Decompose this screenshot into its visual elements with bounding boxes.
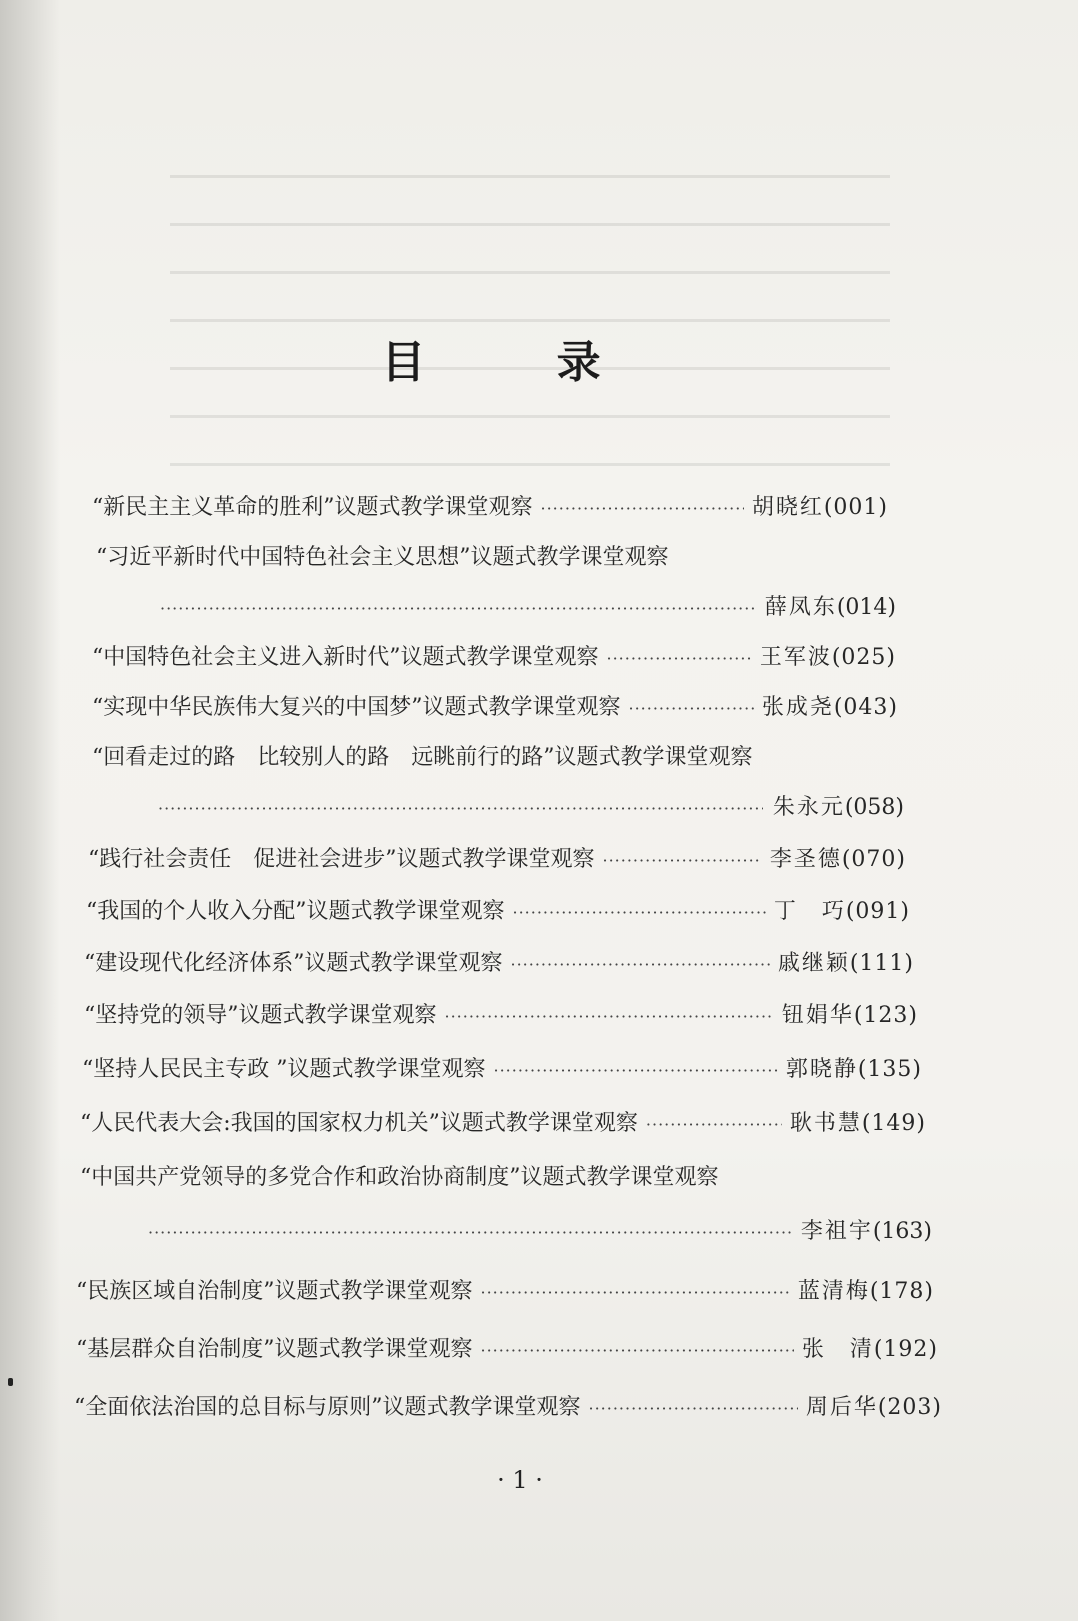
- toc-entry-title: “中国特色社会主义进入新时代”议题式教学课堂观察: [92, 645, 599, 670]
- toc-entry-title: “人民代表大会:我国的国家权力机关”议题式教学课堂观察: [80, 1111, 638, 1136]
- toc-entry-author: 耿书慧: [789, 1111, 862, 1136]
- toc-entry-author: 张 清: [801, 1337, 874, 1362]
- toc-entry: [96, 544, 896, 572]
- toc-entry-title: “中国共产党领导的多党合作和政治协商制度”议题式教学课堂观察: [80, 1165, 719, 1190]
- toc-entry-page: (070): [841, 847, 906, 872]
- toc-entry-title: “实现中华民族伟大复兴的中国梦”议题式教学课堂观察: [92, 695, 621, 720]
- toc-entry: [86, 898, 910, 927]
- toc-entry-page: (111): [849, 951, 914, 976]
- toc-entry: [88, 846, 906, 875]
- toc-entry-author: 丁 巧: [773, 899, 846, 924]
- toc-entry-title: “全面依法治国的总目标与原则”议题式教学课堂观察: [74, 1395, 581, 1420]
- toc-entry: [84, 950, 914, 979]
- toc-entry-page: (192): [873, 1337, 938, 1362]
- toc-entry-page: (163): [872, 1219, 932, 1244]
- toc-entry-page: (025): [831, 645, 896, 670]
- leader-dots: [541, 495, 744, 523]
- toc-entry-page: (014): [836, 595, 896, 620]
- toc-entry-author: 钮娟华: [781, 1003, 854, 1028]
- toc-entry-page: (058): [844, 795, 904, 820]
- toc-entry: [92, 644, 896, 673]
- toc-entry-author: 张成尧: [761, 695, 834, 720]
- toc-entry-title: “我国的个人收入分配”议题式教学课堂观察: [86, 899, 505, 924]
- toc-entry: [80, 1110, 926, 1139]
- toc-entry-author: 戚继颖: [777, 951, 850, 976]
- toc-entry: [92, 744, 902, 772]
- toc-entry-title: “践行社会责任 促进社会进步”议题式教学课堂观察: [88, 847, 595, 872]
- toc-entry-author: 胡晓红: [751, 495, 824, 520]
- leader-dots: [511, 951, 770, 979]
- toc-entry: [92, 494, 888, 523]
- page-title: 目 录: [381, 337, 659, 388]
- toc-entry-author: 蓝清梅: [797, 1279, 870, 1304]
- toc-entry: [76, 1336, 938, 1365]
- toc-entry-continuation: [158, 794, 904, 823]
- toc-entry: [80, 1164, 926, 1192]
- toc-entry: [84, 1002, 918, 1031]
- toc-entry-title: “基层群众自治制度”议题式教学课堂观察: [76, 1337, 473, 1362]
- leader-dots: [629, 695, 754, 723]
- leader-dots: [481, 1279, 790, 1307]
- leader-dots: [603, 847, 762, 875]
- leader-dots: [494, 1057, 778, 1085]
- toc-entry-page: (091): [845, 899, 910, 924]
- toc-entry-page: (203): [877, 1395, 942, 1420]
- leader-dots: [607, 645, 752, 673]
- toc-entry-author: 朱永元: [772, 795, 845, 820]
- toc-entry-continuation: [148, 1218, 932, 1247]
- leader-dots: [158, 795, 763, 823]
- toc-entry-title: “坚持党的领导”议题式教学课堂观察: [84, 1003, 437, 1028]
- toc-entry-page: (123): [853, 1003, 918, 1028]
- toc-entry: [82, 1056, 922, 1085]
- toc-entry-page: (135): [857, 1057, 922, 1082]
- leader-dots: [445, 1003, 774, 1031]
- leader-dots: [646, 1111, 782, 1139]
- leader-dots: [148, 1219, 791, 1247]
- toc-entry-author: 郭晓静: [785, 1057, 858, 1082]
- toc-entry: [76, 1278, 934, 1307]
- toc-entry: [74, 1394, 942, 1423]
- toc-entry-author: 周后华: [805, 1395, 878, 1420]
- leader-dots: [589, 1395, 798, 1423]
- toc-entry-page: (043): [833, 695, 898, 720]
- toc-entry-title: “建设现代化经济体系”议题式教学课堂观察: [84, 951, 503, 976]
- toc-entry-page: (178): [869, 1279, 934, 1304]
- toc-entry-page: (149): [861, 1111, 926, 1136]
- leader-dots: [160, 595, 755, 623]
- leader-dots: [513, 899, 766, 927]
- toc-entry: [92, 694, 898, 723]
- toc-entry-title: “民族区域自治制度”议题式教学课堂观察: [76, 1279, 473, 1304]
- toc-entry-author: 李祖宇: [800, 1219, 873, 1244]
- toc-entry-author: 李圣德: [769, 847, 842, 872]
- page-number: · 1 ·: [497, 1466, 543, 1494]
- toc-entry-author: 王军波: [759, 645, 832, 670]
- toc-entry-author: 薛凤东: [764, 595, 837, 620]
- toc-entry-title: “坚持人民民主专政 ”议题式教学课堂观察: [82, 1057, 486, 1082]
- toc-entry-title: “习近平新时代中国特色社会主义思想”议题式教学课堂观察: [96, 545, 669, 570]
- leader-dots: [481, 1337, 794, 1365]
- toc-entry-title: “新民主主义革命的胜利”议题式教学课堂观察: [92, 495, 533, 520]
- toc-entry-title: “回看走过的路 比较别人的路 远眺前行的路”议题式教学课堂观察: [92, 745, 753, 770]
- toc-entry-continuation: [160, 594, 896, 623]
- toc-entry-page: (001): [823, 495, 888, 520]
